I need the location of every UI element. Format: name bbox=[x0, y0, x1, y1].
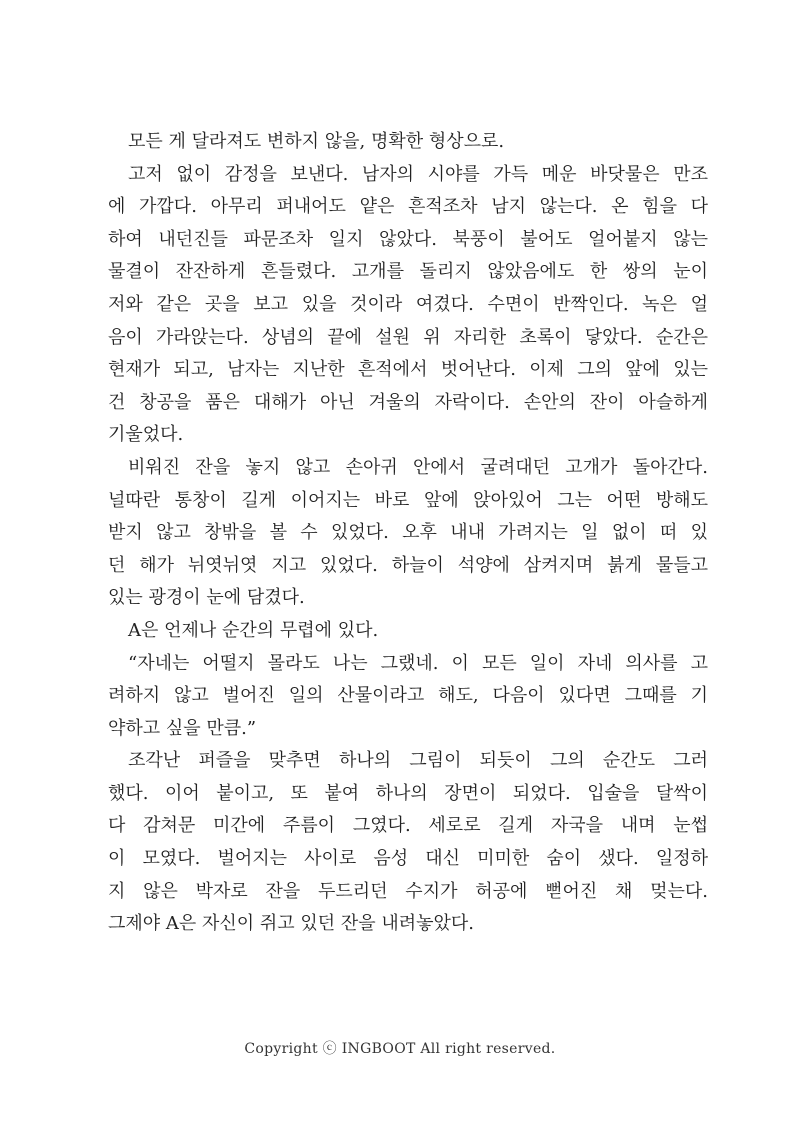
paragraph bbox=[108, 126, 708, 159]
text-line: 고저 없이 감정을 보낸다. 남자의 시야를 가득 메운 바닷물은 만조 bbox=[128, 163, 708, 185]
copyright-footer: Copyright ⓒ INGBOOT All right reserved. bbox=[244, 1041, 556, 1057]
text-line: 받지 않고 창밖을 볼 수 있었다. 오후 내내 가려지는 일 없이 떠 있 bbox=[108, 522, 708, 544]
text-line: 그제야 A은 자신이 쥐고 있던 잔을 내려놓았다. bbox=[108, 913, 475, 935]
paragraph bbox=[108, 648, 708, 746]
paragraph bbox=[108, 745, 708, 941]
text-line: 음이 가라앉는다. 상념의 끝에 설원 위 자리한 초록이 닿았다. 순간은 bbox=[108, 326, 708, 348]
text-line: 약하고 싶을 만큼.” bbox=[108, 717, 257, 739]
text-line: 던 해가 뉘엿뉘엿 지고 있었다. 하늘이 석양에 삼켜지며 붉게 물들고 bbox=[108, 554, 708, 576]
paragraph bbox=[108, 452, 708, 615]
text-line: 에 가깝다. 아무리 퍼내어도 얕은 흔적조차 남지 않는다. 온 힘을 다 bbox=[108, 196, 708, 218]
text-line: 현재가 되고, 남자는 지난한 흔적에서 벗어난다. 이제 그의 앞에 있는 bbox=[108, 359, 708, 381]
text-line: 다 감쳐문 미간에 주름이 그였다. 세로로 길게 자국을 내며 눈썹 bbox=[108, 815, 708, 837]
text-line: A은 언제나 순간의 무렵에 있다. bbox=[128, 619, 379, 641]
text-line: 했다. 이어 붙이고, 또 붙여 하나의 장면이 되었다. 입술을 달싹이 bbox=[108, 782, 708, 804]
text-line: 비워진 잔을 놓지 않고 손아귀 안에서 굴려대던 고개가 돌아간다. bbox=[128, 456, 708, 478]
text-line: 하여 내던진들 파문조차 일지 않았다. 북풍이 불어도 얼어붙지 않는 bbox=[108, 228, 708, 250]
text-line: 저와 같은 곳을 보고 있을 것이라 여겼다. 수면이 반짝인다. 녹은 얼 bbox=[108, 293, 708, 315]
text-line: 있는 광경이 눈에 담겼다. bbox=[108, 587, 305, 609]
text-line: 조각난 퍼즐을 맞추면 하나의 그림이 되듯이 그의 순간도 그러 bbox=[128, 750, 708, 772]
text-line: 널따란 통창이 길게 이어지는 바로 앞에 앉아있어 그는 어떤 방해도 bbox=[108, 489, 708, 511]
text-line: 지 않은 박자로 잔을 두드리던 수지가 허공에 뻗어진 채 멎는다. bbox=[108, 880, 708, 902]
text-line: 건 창공을 품은 대해가 아닌 겨울의 자락이다. 손안의 잔이 아슬하게 bbox=[108, 391, 708, 413]
text-line: “자네는 어떨지 몰라도 나는 그랬네. 이 모든 일이 자네 의사를 고 bbox=[128, 652, 708, 674]
text-line: 물결이 잔잔하게 흔들렸다. 고개를 돌리지 않았음에도 한 쌍의 눈이 bbox=[108, 261, 708, 283]
text-line: 이 모였다. 벌어지는 사이로 음성 대신 미미한 숨이 샜다. 일정하 bbox=[108, 848, 708, 870]
paragraph bbox=[108, 159, 708, 452]
text-line: 모든 게 달라져도 변하지 않을, 명확한 형상으로. bbox=[128, 131, 505, 152]
paragraph bbox=[108, 615, 708, 648]
document-body bbox=[108, 126, 708, 941]
text-line: 기울었다. bbox=[108, 424, 184, 446]
text-line: 려하지 않고 벌어진 일의 산물이라고 해도, 다음이 있다면 그때를 기 bbox=[108, 685, 708, 707]
